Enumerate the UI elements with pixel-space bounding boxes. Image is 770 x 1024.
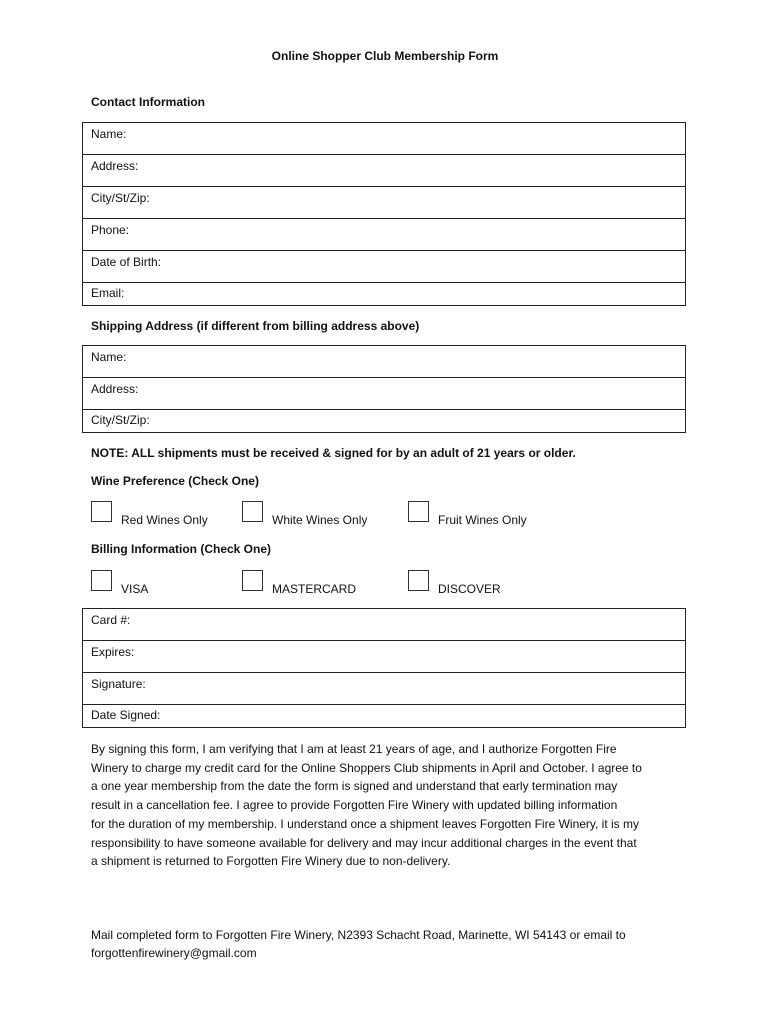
contact-phone-field[interactable]: Phone: <box>83 219 685 251</box>
wine-option-red-checkbox[interactable] <box>91 501 112 522</box>
billing-heading: Billing Information (Check One) <box>91 542 272 556</box>
billing-visa-label: VISA <box>121 582 149 596</box>
wine-option-white-checkbox[interactable] <box>242 501 263 522</box>
billing-discover-checkbox[interactable] <box>408 570 429 591</box>
contact-dob-field[interactable]: Date of Birth: <box>83 251 685 283</box>
contact-table <box>82 122 686 306</box>
billing-mastercard-checkbox[interactable] <box>242 570 263 591</box>
shipping-city-field[interactable]: City/St/Zip: <box>91 413 150 427</box>
contact-city-field[interactable]: City/St/Zip: <box>83 187 685 219</box>
shipping-table <box>82 345 686 433</box>
billing-discover-label: DISCOVER <box>438 582 501 596</box>
wine-options <box>0 501 770 527</box>
billing-options <box>0 570 770 596</box>
agreement-line: responsibility to have someone available for delivery and may incur additional charges in the event that <box>91 835 637 850</box>
shipping-heading: Shipping Address (if different from billing address above) <box>91 319 420 333</box>
wine-option-white-label: White Wines Only <box>272 513 368 527</box>
age-note: NOTE: ALL shipments must be received & signed for by an adult of 21 years or older. <box>91 446 576 460</box>
wine-heading: Wine Preference (Check One) <box>91 474 259 488</box>
billing-table <box>82 608 686 728</box>
agreement-paragraph <box>91 740 691 871</box>
agreement-line: a one year membership from the date the form is signed and understand that early termination may <box>91 779 618 794</box>
card-number-field[interactable]: Card #: <box>83 609 685 641</box>
contact-name-field[interactable]: Name: <box>83 123 685 155</box>
wine-option-fruit-label: Fruit Wines Only <box>438 513 527 527</box>
wine-option-red-label: Red Wines Only <box>121 513 208 527</box>
contact-address-field[interactable]: Address: <box>83 155 685 187</box>
agreement-line: Winery to charge my credit card for the Online Shoppers Club shipments in April and October. I agree to <box>91 760 642 775</box>
contact-email-field[interactable]: Email: <box>91 286 125 300</box>
contact-heading: Contact Information <box>91 95 205 109</box>
shipping-address-field[interactable]: Address: <box>83 378 685 410</box>
agreement-line: result in a cancellation fee. I agree to provide Forgotten Fire Winery with updated billing information <box>91 798 618 813</box>
agreement-line: a shipment is returned to Forgotten Fire Winery due to non-delivery. <box>91 854 451 869</box>
agreement-line: By signing this form, I am verifying that I am at least 21 years of age, and I authorize Forgotten Fire <box>91 742 617 756</box>
wine-option-fruit-checkbox[interactable] <box>408 501 429 522</box>
mail-instructions <box>91 926 691 962</box>
date-signed-field[interactable]: Date Signed: <box>91 708 161 722</box>
form-title: Online Shopper Club Membership Form <box>271 49 499 63</box>
signature-field[interactable]: Signature: <box>83 673 685 705</box>
billing-mastercard-label: MASTERCARD <box>272 582 357 596</box>
card-expires-field[interactable]: Expires: <box>83 641 685 673</box>
billing-visa-checkbox[interactable] <box>91 570 112 591</box>
agreement-line: for the duration of my membership. I understand once a shipment leaves Forgotten Fire Winery, it is my <box>91 816 640 831</box>
mail-email-line[interactable]: forgottenfirewinery@gmail.com <box>91 946 257 960</box>
shipping-name-field[interactable]: Name: <box>83 346 685 378</box>
mail-line: Mail completed form to Forgotten Fire Winery, N2393 Schacht Road, Marinette, WI 54143 or email to <box>91 928 626 942</box>
